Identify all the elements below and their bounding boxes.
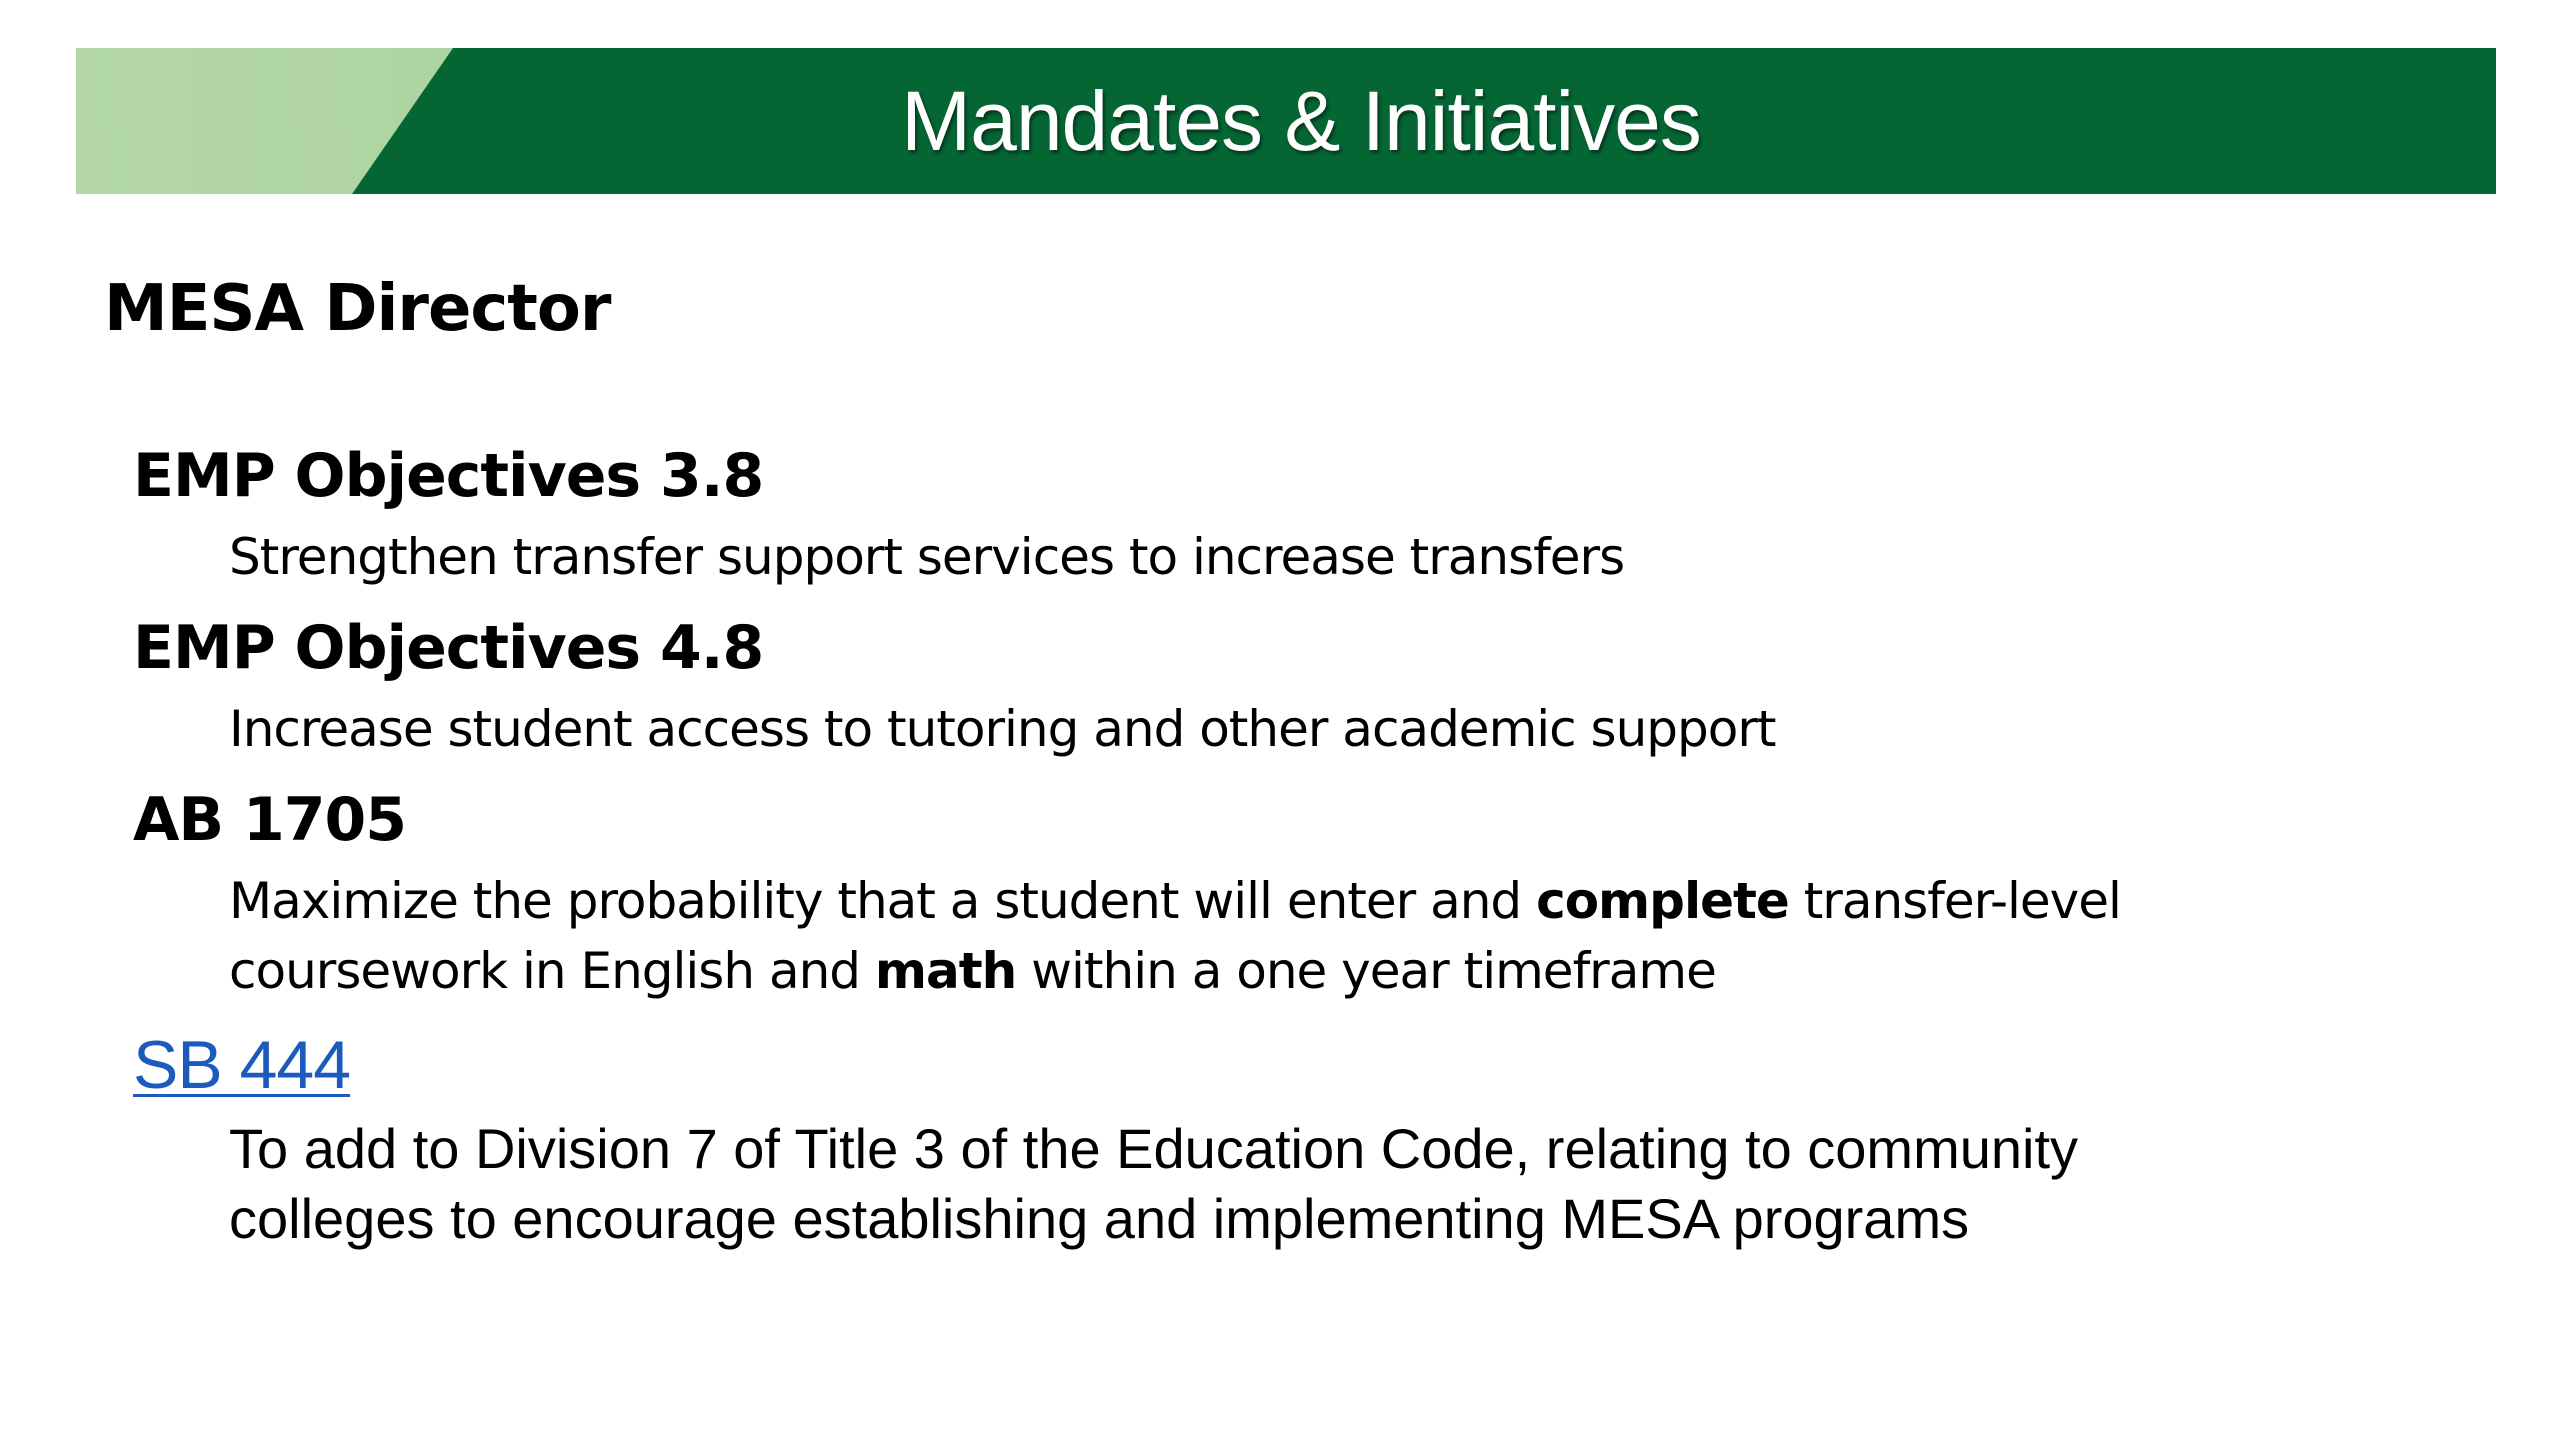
- desc-line: [229, 1114, 2433, 1184]
- desc-line: [229, 936, 2433, 1006]
- section-subtitle: MESA Director: [104, 272, 611, 346]
- item-desc-emp-4-8: [229, 694, 2433, 764]
- item-heading-emp-3-8: EMP Objectives 3.8: [133, 441, 764, 511]
- desc-text: colleges to encourage establishing and implementing MESA programs: [229, 1187, 1970, 1250]
- item-desc-emp-3-8: [229, 522, 2433, 592]
- item-desc-ab-1705: [229, 866, 2433, 1006]
- desc-line: [229, 1184, 2433, 1254]
- desc-text: Strengthen transfer support services to increase transfers: [229, 528, 1625, 586]
- desc-text: Increase student access to tutoring and other academic support: [229, 700, 1776, 758]
- desc-line: [229, 522, 2433, 592]
- title-banner: [76, 48, 2496, 194]
- desc-line: [229, 694, 2433, 764]
- desc-text: Maximize the probability that a student will enter and: [229, 872, 1537, 930]
- item-desc-sb-444: [229, 1114, 2433, 1254]
- sb-444-link[interactable]: SB 444: [133, 1027, 351, 1103]
- desc-line: [229, 866, 2433, 936]
- mandates-list: [133, 430, 2433, 1264]
- slide-title: Mandates & Initiatives: [901, 74, 1701, 168]
- desc-text: within a one year timeframe: [1016, 942, 1716, 1000]
- item-heading-emp-4-8: EMP Objectives 4.8: [133, 613, 764, 683]
- desc-bold-text: math: [874, 942, 1017, 1000]
- item-heading-ab-1705: AB 1705: [133, 785, 407, 855]
- desc-text: coursework in English and: [229, 942, 875, 1000]
- desc-text: transfer-level: [1788, 872, 2121, 930]
- desc-bold-text: complete: [1536, 872, 1789, 930]
- desc-text: To add to Division 7 of Title 3 of the Education Code, relating to community: [229, 1117, 2079, 1180]
